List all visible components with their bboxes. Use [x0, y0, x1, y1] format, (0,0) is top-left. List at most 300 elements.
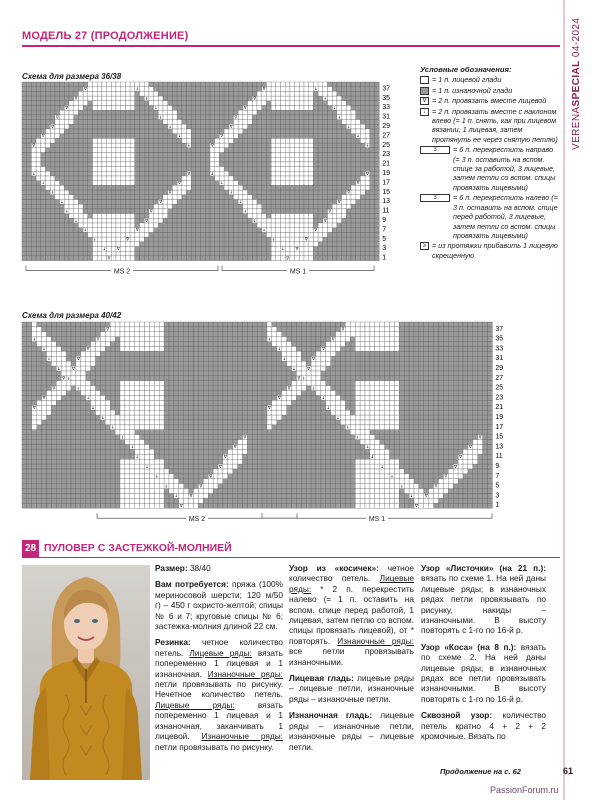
- chart-cell: [434, 391, 439, 396]
- chart-cell: [205, 214, 210, 219]
- chart-symbol: ∇: [178, 180, 181, 186]
- chart-cell: [31, 129, 36, 134]
- chart-cell: [97, 87, 102, 92]
- chart-cell: [164, 327, 169, 332]
- chart-cell: [243, 214, 248, 219]
- chart-cell: [55, 101, 60, 106]
- chart-cell: [168, 106, 173, 111]
- chart-cell: [248, 218, 253, 223]
- chart-cell: [224, 101, 229, 106]
- chart-cell: [78, 185, 83, 190]
- chart-cell: [342, 228, 347, 233]
- chart-cell: [74, 120, 79, 125]
- model-title: МОДЕЛЬ 27 (ПРОДОЛЖЕНИЕ): [22, 30, 189, 42]
- chart-cell: [238, 209, 243, 214]
- chart-cell: [281, 124, 286, 129]
- chart-cell: [31, 218, 36, 223]
- chart-cell: [321, 410, 326, 415]
- chart-cell: [277, 405, 282, 410]
- chart-cell: [248, 148, 253, 153]
- chart-cell: [149, 153, 154, 158]
- chart-cell: [37, 342, 42, 347]
- chart-symbol: ∇: [277, 395, 281, 401]
- chart-cell: [287, 351, 292, 356]
- chart-cell: [243, 157, 248, 162]
- chart-symbol: ↓: [57, 365, 61, 371]
- chart-cell: [306, 376, 311, 381]
- chart-cell: [42, 410, 47, 415]
- chart-cell: [22, 176, 27, 181]
- chart-cell: [488, 391, 493, 396]
- chart-cell: [149, 337, 154, 342]
- chart-cell: [238, 115, 243, 120]
- chart-cell: [100, 371, 105, 376]
- chart-cell: [257, 176, 262, 181]
- chart-cell: [41, 247, 46, 252]
- chart-cell: [488, 410, 493, 415]
- chart-cell: [60, 204, 65, 209]
- chart-cell: [234, 82, 239, 87]
- chart-cell: [46, 251, 51, 256]
- chart-cell: [313, 106, 318, 111]
- chart-cell: [32, 366, 37, 371]
- chart-cell: [380, 366, 385, 371]
- chart-cell: [174, 366, 179, 371]
- chart-cell: [27, 396, 32, 401]
- chart-cell: [22, 162, 27, 167]
- chart-cell: [385, 415, 390, 420]
- chart-cell: [182, 167, 187, 172]
- chart-cell: [238, 396, 243, 401]
- chart-cell: [100, 420, 105, 425]
- chart-cell: [120, 410, 125, 415]
- chart-symbol: ↓: [154, 105, 158, 110]
- chart-cell: [414, 356, 419, 361]
- chart-cell: [111, 124, 116, 129]
- chart-cell: [281, 223, 286, 228]
- chart-cell: [31, 96, 36, 101]
- chart-cell: [304, 124, 309, 129]
- chart-cell: [331, 381, 336, 386]
- chart-cell: [154, 391, 159, 396]
- chart-cell: [252, 415, 257, 420]
- chart-cell: [47, 415, 52, 420]
- chart-cell: [313, 138, 318, 143]
- chart-cell: [172, 157, 177, 162]
- chart-cell: [41, 106, 46, 111]
- chart-cell: [121, 237, 126, 242]
- chart-cell: [306, 400, 311, 405]
- chart-cell: [201, 214, 206, 219]
- chart-cell: [234, 190, 239, 195]
- chart-cell: [453, 337, 458, 342]
- chart-cell: [125, 148, 130, 153]
- chart-cell: [205, 185, 210, 190]
- chart-cell: [93, 106, 98, 111]
- chart-cell: [304, 106, 309, 111]
- chart-cell: [247, 366, 252, 371]
- chart-cell: [323, 232, 328, 237]
- chart-cell: [228, 376, 233, 381]
- chart-cell: [257, 396, 262, 401]
- chart-cell: [318, 247, 323, 252]
- chart-cell: [102, 190, 107, 195]
- chart-cell: [287, 342, 292, 347]
- chart-cell: [323, 115, 328, 120]
- chart-cell: [187, 106, 192, 111]
- chart-cell: [238, 106, 243, 111]
- chart-cell: [229, 242, 234, 247]
- chart-cell: [208, 386, 213, 391]
- chart-cell: [121, 247, 126, 252]
- chart-cell: [257, 237, 262, 242]
- chart-cell: [105, 396, 110, 401]
- chart-cell: [27, 181, 32, 186]
- chart-cell: [163, 87, 168, 92]
- chart-cell: [247, 342, 252, 347]
- chart-cell: [51, 396, 56, 401]
- chart-cell: [404, 381, 409, 386]
- chart-cell: [76, 396, 81, 401]
- chart-cell: [370, 110, 375, 115]
- chart-cell: [27, 162, 32, 167]
- chart-cell: [266, 167, 271, 172]
- chart-cell: [488, 351, 493, 356]
- chart-cell: [342, 96, 347, 101]
- chart-cell: [121, 195, 126, 200]
- chart-cell: [439, 337, 444, 342]
- chart-cell: [306, 405, 311, 410]
- chart-cell: [47, 342, 52, 347]
- chart-cell: [238, 124, 243, 129]
- chart-cell: [458, 347, 463, 352]
- chart-cell: [238, 391, 243, 396]
- chart-cell: [323, 110, 328, 115]
- chart-cell: [313, 171, 318, 176]
- chart-cell: [121, 162, 126, 167]
- chart-cell: [144, 134, 149, 139]
- chart-cell: [404, 322, 409, 327]
- chart-cell: [191, 214, 196, 219]
- chart-cell: [229, 96, 234, 101]
- chart-cell: [468, 386, 473, 391]
- chart-cell: [37, 400, 42, 405]
- chart-cell: [483, 376, 488, 381]
- chart-cell: [429, 405, 434, 410]
- chart-cell: [243, 134, 248, 139]
- chart-cell: [130, 82, 135, 87]
- chart-cell: [443, 405, 448, 410]
- chart-cell: [234, 256, 239, 261]
- chart-cell: [205, 195, 210, 200]
- chart-cell: [323, 134, 328, 139]
- chart-cell: [252, 167, 257, 172]
- chart-cell: [111, 167, 116, 172]
- chart-cell: [179, 376, 184, 381]
- chart-cell: [144, 171, 149, 176]
- chart-cell: [380, 371, 385, 376]
- chart-cell: [243, 190, 248, 195]
- chart-cell: [111, 138, 116, 143]
- chart-cell: [210, 218, 215, 223]
- chart-cell: [50, 138, 55, 143]
- chart-cell: [37, 410, 42, 415]
- chart-cell: [419, 366, 424, 371]
- chart-cell: [22, 415, 27, 420]
- chart-cell: [149, 356, 154, 361]
- chart-cell: [356, 204, 361, 209]
- chart-cell: [439, 405, 444, 410]
- chart-row-label: 37: [382, 85, 390, 93]
- chart-cell: [399, 371, 404, 376]
- chart-cell: [229, 232, 234, 237]
- chart-cell: [154, 342, 159, 347]
- chart-cell: [331, 327, 336, 332]
- chart-cell: [285, 167, 290, 172]
- chart-cell: [478, 396, 483, 401]
- chart-cell: [473, 356, 478, 361]
- chart-cell: [41, 101, 46, 106]
- chart-cell: [154, 209, 159, 214]
- chart-cell: [130, 366, 135, 371]
- chart-cell: [144, 181, 149, 186]
- chart-cell: [177, 247, 182, 252]
- chart-cell: [51, 400, 56, 405]
- chart-cell: [215, 138, 220, 143]
- chart-cell: [318, 214, 323, 219]
- chart-cell: [149, 91, 154, 96]
- chart-cell: [247, 391, 252, 396]
- chart-cell: [22, 181, 27, 186]
- chart-cell: [296, 332, 301, 337]
- chart-cell: [201, 223, 206, 228]
- chart-cell: [177, 195, 182, 200]
- chart-cell: [243, 110, 248, 115]
- chart-cell: [116, 185, 121, 190]
- chart-cell: [399, 400, 404, 405]
- chart-cell: [355, 415, 360, 420]
- chart-cell: [370, 256, 375, 261]
- chart-cell: [135, 386, 140, 391]
- chart-cell: [356, 223, 361, 228]
- chart-cell: [76, 366, 81, 371]
- chart-symbol: ∇: [331, 336, 335, 342]
- chart-cell: [290, 148, 295, 153]
- chart-cell: [56, 386, 61, 391]
- chart-cell: [468, 361, 473, 366]
- chart-cell: [350, 356, 355, 361]
- chart-cell: [97, 214, 102, 219]
- chart-cell: [336, 405, 341, 410]
- chart-cell: [55, 214, 60, 219]
- chart-cell: [210, 82, 215, 87]
- chart-cell: [184, 396, 189, 401]
- chart-cell: [429, 332, 434, 337]
- chart-cell: [174, 337, 179, 342]
- chart-cell: [36, 120, 41, 125]
- chart-cell: [130, 181, 135, 186]
- chart-cell: [424, 347, 429, 352]
- chart-cell: [248, 110, 253, 115]
- chart-cell: [360, 415, 365, 420]
- chart-cell: [41, 91, 46, 96]
- chart-cell: [290, 87, 295, 92]
- chart-cell: [326, 376, 331, 381]
- chart-cell: [56, 376, 61, 381]
- chart-row-label: 21: [382, 160, 390, 168]
- chart-cell: [380, 322, 385, 327]
- chart-cell: [69, 218, 74, 223]
- chart-symbol: ∇: [356, 180, 360, 186]
- chart-cell: [164, 332, 169, 337]
- chart-cell: [365, 176, 370, 181]
- chart-cell: [257, 347, 262, 352]
- chart-cell: [299, 209, 304, 214]
- chart-cell: [390, 371, 395, 376]
- chart-cell: [309, 195, 314, 200]
- chart-cell: [218, 396, 223, 401]
- chart-cell: [229, 110, 234, 115]
- chart-cell: [46, 167, 51, 172]
- chart-cell: [295, 82, 300, 87]
- chart-cell: [473, 371, 478, 376]
- chart-cell: [323, 256, 328, 261]
- chart-cell: [76, 361, 81, 366]
- chart-symbol: ∇: [72, 365, 75, 371]
- chart-cell: [125, 185, 130, 190]
- chart-cell: [88, 247, 93, 252]
- chart-cell: [229, 200, 234, 205]
- chart-cell: [158, 237, 163, 242]
- chart-cell: [208, 415, 213, 420]
- chart-cell: [295, 138, 300, 143]
- chart-cell: [342, 82, 347, 87]
- chart-cell: [228, 347, 233, 352]
- chart-cell: [301, 415, 306, 420]
- chart-cell: [276, 106, 281, 111]
- chart-cell: [121, 171, 126, 176]
- chart-cell: [55, 167, 60, 172]
- chart-cell: [163, 204, 168, 209]
- chart-cell: [125, 101, 130, 106]
- chart-cell: [331, 347, 336, 352]
- chart-cell: [365, 185, 370, 190]
- chart-cell: [342, 153, 347, 158]
- chart-cell: [243, 87, 248, 92]
- chart-cell: [276, 251, 281, 256]
- chart-cell: [483, 342, 488, 347]
- chart-cell: [154, 157, 159, 162]
- chart-cell: [252, 342, 257, 347]
- chart-cell: [182, 209, 187, 214]
- chart-cell: [97, 115, 102, 120]
- chart-cell: [429, 396, 434, 401]
- chart-cell: [177, 228, 182, 233]
- chart-cell: [370, 171, 375, 176]
- chart-cell: [111, 129, 116, 134]
- chart-cell: [50, 204, 55, 209]
- chart-cell: [483, 322, 488, 327]
- chart-cell: [296, 361, 301, 366]
- chart-cell: [56, 420, 61, 425]
- chart-cell: [115, 410, 120, 415]
- chart-cell: [31, 223, 36, 228]
- chart-cell: [22, 396, 27, 401]
- chart-cell: [196, 91, 201, 96]
- chart-cell: [313, 200, 318, 205]
- chart-cell: [182, 251, 187, 256]
- chart-cell: [107, 143, 112, 148]
- chart-cell: [285, 124, 290, 129]
- chart-cell: [271, 115, 276, 120]
- chart-cell: [125, 176, 130, 181]
- chart-cell: [483, 381, 488, 386]
- chart-cell: [326, 386, 331, 391]
- chart-cell: [125, 120, 130, 125]
- chart-cell: [102, 256, 107, 261]
- chart-cell: [187, 157, 192, 162]
- chart-cell: [342, 124, 347, 129]
- chart-cell: [292, 327, 297, 332]
- chart-cell: [414, 405, 419, 410]
- chart-cell: [346, 143, 351, 148]
- chart-cell: [154, 181, 159, 186]
- chart-cell: [248, 214, 253, 219]
- chart-cell: [409, 322, 414, 327]
- chart-cell: [125, 242, 130, 247]
- chart-cell: [360, 332, 365, 337]
- chart-cell: [488, 396, 493, 401]
- chart-row-label: 1: [382, 254, 387, 262]
- chart-cell: [365, 337, 370, 342]
- chart-cell: [27, 120, 32, 125]
- chart-cell: [196, 124, 201, 129]
- chart-cell: [234, 209, 239, 214]
- chart-cell: [424, 405, 429, 410]
- chart-cell: [292, 400, 297, 405]
- chart-cell: [233, 420, 238, 425]
- chart-cell: [228, 337, 233, 342]
- chart-cell: [196, 228, 201, 233]
- chart-cell: [60, 218, 65, 223]
- chart-cell: [179, 337, 184, 342]
- chart-cell: [93, 223, 98, 228]
- chart-cell: [69, 134, 74, 139]
- chart-cell: [296, 342, 301, 347]
- chart-cell: [299, 204, 304, 209]
- chart-cell: [37, 347, 42, 352]
- chart-symbol: ↓: [41, 180, 45, 186]
- chart-cell: [116, 91, 121, 96]
- chart-cell: [309, 167, 314, 172]
- chart-cell: [292, 332, 297, 337]
- chart-cell: [115, 337, 120, 342]
- chart-cell: [394, 337, 399, 342]
- chart-cell: [22, 342, 27, 347]
- chart-cell: [144, 148, 149, 153]
- chart-cell: [304, 91, 309, 96]
- chart-cell: [414, 391, 419, 396]
- chart-cell: [219, 120, 224, 125]
- chart-cell: [234, 251, 239, 256]
- chart-cell: [429, 356, 434, 361]
- chart-cell: [196, 162, 201, 167]
- chart-cell: [78, 153, 83, 158]
- chart-cell: [174, 396, 179, 401]
- chart-cell: [409, 376, 414, 381]
- chart-cell: [266, 218, 271, 223]
- chart-cell: [105, 376, 110, 381]
